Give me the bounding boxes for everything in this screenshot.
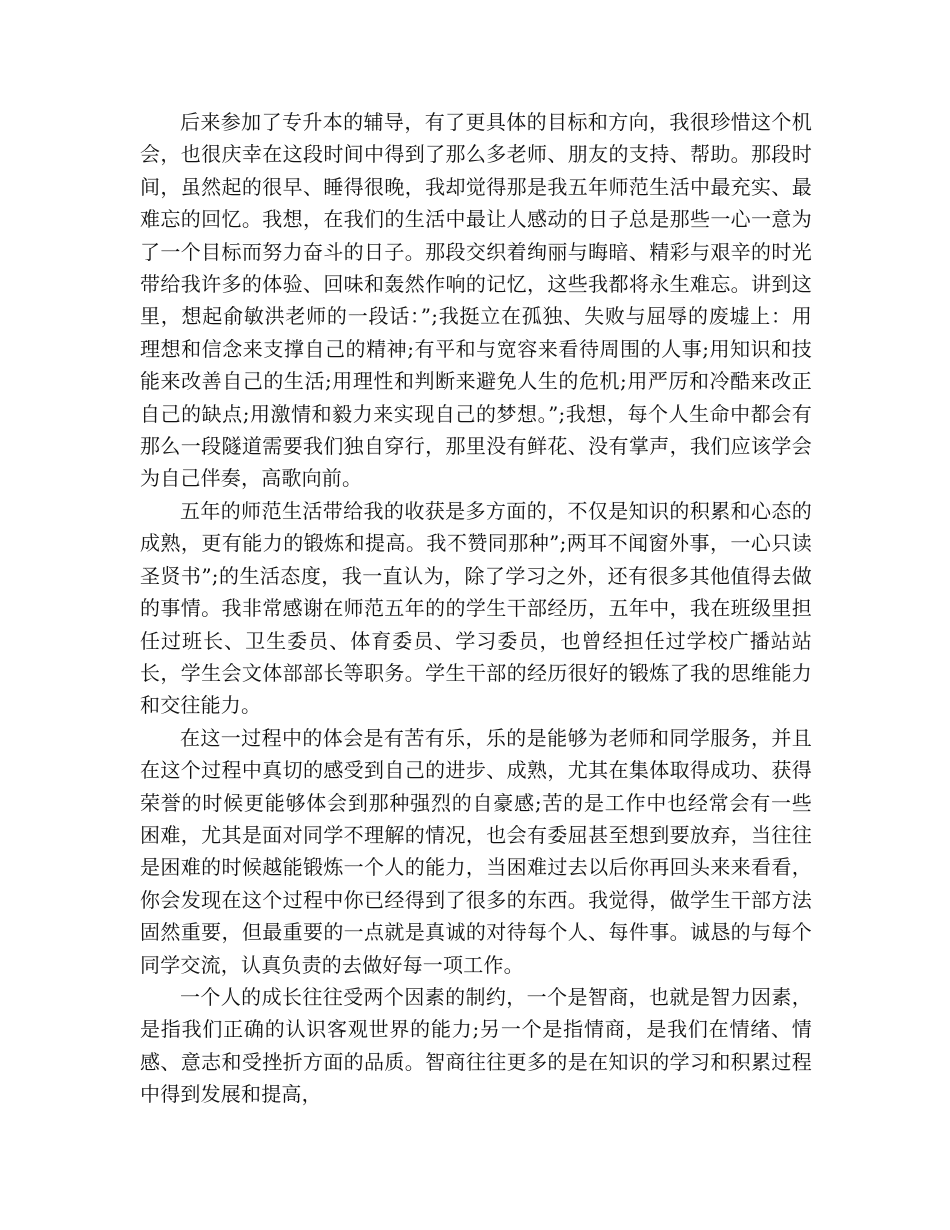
paragraph: 一个人的成长往往受两个因素的制约，一个是智商，也就是智力因素，是指我们正确的认识客观世界的能力;另一个是指情商，是我们在情绪、情感、意志和受挫折方面的品质。智商往往更多的是在知识的学习和积累过程中得到发展和提高， [140, 984, 812, 1107]
document-body [140, 106, 812, 1111]
paragraph: 在这一过程中的体会是有苦有乐，乐的是能够为老师和同学服务，并且在这个过程中真切的感受到自己的进步、成熟，尤其在集体取得成功、获得荣誉的时候更能够体会到那种强烈的自豪感;苦的是工作中也经常会有一些困难，尤其是面对同学不理解的情况，也会有委屈甚至想到要放弃，当往往是困难的时候越能锻炼一个人的能力，当困难过去以后你再回头来来看看，你会发现在这个过程中你已经得到了很多的东西。我觉得，做学生干部方法固然重要，但最重要的一点就是真诚的对待每个人、每件事。诚恳的与每个同学交流，认真负责的去做好每一项工作。 [140, 725, 812, 977]
paragraph: 后来参加了专升本的辅导，有了更具体的目标和方向，我很珍惜这个机会，也很庆幸在这段时间中得到了那么多老师、朋友的支持、帮助。那段时间，虽然起的很早、睡得很晚，我却觉得那是我五年师范生活中最充实、最难忘的回忆。我想，在我们的生活中最让人感动的日子总是那些一心一意为了一个目标而努力奋斗的日子。那段交织着绚丽与晦暗、精彩与艰辛的时光带给我许多的体验、回味和轰然作响的记忆，这些我都将永生难忘。讲到这里，想起俞敏洪老师的一段话：”;我挺立在孤独、失败与屈辱的废墟上：用理想和信念来支撑自己的精神;有平和与宽容来看待周围的人事;用知识和技能来改善自己的生活;用理性和判断来避免人生的危机;用严厉和冷酷来改正自己的缺点;用激情和毅力来实现自己的梦想。”;我想，每个人生命中都会有那么一段隧道需要我们独自穿行，那里没有鲜花、没有掌声，我们应该学会为自己伴奏，高歌向前。 [140, 110, 812, 491]
paragraph: 五年的师范生活带给我的收获是多方面的，不仅是知识的积累和心态的成熟，更有能力的锻炼和提高。我不赞同那种”;两耳不闻窗外事，一心只读圣贤书”;的生活态度，我一直认为，除了学习之外，还有很多其他值得去做的事情。我非常感谢在师范五年的的学生干部经历，五年中，我在班级里担任过班长、卫生委员、体育委员、学习委员，也曾经担任过学校广播站站长，学生会文体部部长等职务。学生干部的经历很好的锻炼了我的思维能力和交往能力。 [140, 498, 812, 718]
